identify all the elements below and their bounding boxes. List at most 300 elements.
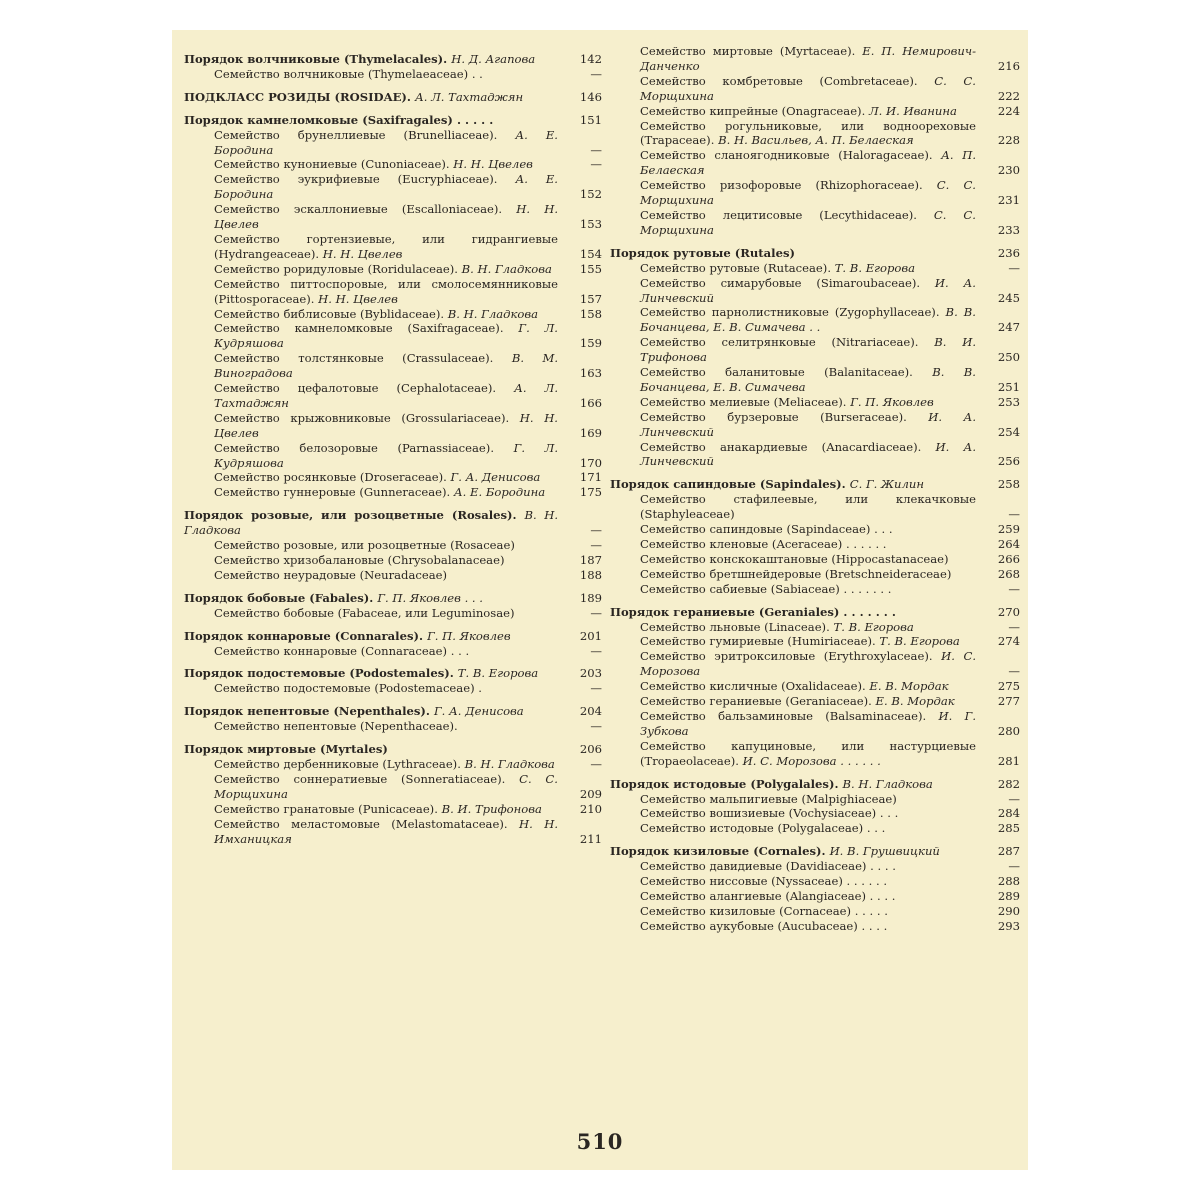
entry-page-number: 293: [997, 918, 1020, 933]
family-entry: [610, 44, 1020, 74]
contents-column-left: [184, 44, 602, 846]
entry-name: Семейство гортензиевые, или гидрангиевые (Hydrangeaceae).: [214, 231, 558, 261]
entry-author: С. С. Морщихина: [640, 73, 976, 103]
entry-name: Семейство белозоровые (Parnassiaceae).: [214, 440, 495, 455]
family-entry: [184, 232, 602, 262]
entry-title: [184, 681, 558, 696]
entry-name: Семейство кунониевые (Cunoniaceae).: [214, 157, 450, 172]
entry-page-number: 288: [997, 874, 1020, 889]
entry-page-number: 256: [997, 454, 1020, 469]
entry-title: [184, 742, 558, 757]
entry-author: С. Г. Жилин: [849, 477, 925, 492]
entry-title: [184, 277, 558, 307]
family-entry: [184, 202, 602, 232]
entry-name: Семейство алангиевые (Alangiaceae) . . . .: [640, 888, 896, 903]
entry-title: [610, 806, 976, 821]
family-entry: [184, 802, 602, 817]
family-entry: [610, 208, 1020, 238]
entry-author: В. В. Бочанцева, Е. В. Симачева: [640, 365, 976, 394]
family-entry: [610, 694, 1020, 709]
family-entry: [610, 821, 1020, 836]
entry-title: [184, 666, 558, 681]
entry-page-number: 250: [997, 350, 1020, 365]
entry-name: Семейство баланитовые (Balanitaceae).: [640, 365, 913, 380]
entry-name: Семейство истодовые (Polygalaceae) . . .: [640, 821, 886, 836]
entry-author: И. Г. Зубкова: [640, 708, 977, 738]
order-entry: [610, 844, 1020, 859]
entry-page-number: 151: [579, 112, 602, 127]
entry-name: Семейство крыжовниковые (Grossulariaceae).: [214, 410, 510, 425]
family-entry: [610, 649, 1020, 679]
entry-title: [184, 90, 558, 105]
entry-page-number: 187: [579, 553, 602, 567]
entry-page-number: 282: [997, 776, 1020, 791]
entry-page-number: 230: [997, 163, 1020, 178]
entry-title: [610, 365, 976, 395]
family-entry: [610, 74, 1020, 104]
entry-page-number: 284: [997, 806, 1020, 821]
entry-title: [184, 553, 558, 568]
entry-author: Е. В. Мордак: [869, 679, 949, 694]
family-entry: [184, 321, 602, 351]
entry-name: Порядок волчниковые (Thymelacales).: [184, 52, 448, 66]
entry-title: [184, 704, 558, 719]
entry-title: [184, 568, 558, 583]
entry-name: Семейство роридуловые (Roridulaceae).: [214, 261, 458, 276]
family-entry: [610, 395, 1020, 410]
order-entry: [610, 605, 1020, 620]
entry-title: [184, 52, 558, 67]
entry-name: Семейство библисовые (Byblidaceae).: [214, 306, 445, 321]
family-entry: [610, 522, 1020, 537]
family-entry: [184, 351, 602, 381]
family-entry: [610, 874, 1020, 889]
family-entry: [184, 172, 602, 202]
entry-page-number: 166: [579, 395, 602, 410]
entry-page-number: 228: [997, 133, 1020, 148]
entry-title: [610, 874, 976, 889]
entry-page-number: —: [590, 681, 602, 696]
entry-title: [184, 351, 558, 381]
entry-author: А. Е. Бородина: [214, 172, 558, 202]
entry-name: Семейство симарубовые (Simaroubaceae).: [640, 275, 921, 290]
entry-title: [184, 606, 558, 621]
entry-title: [184, 757, 558, 772]
entry-page-number: 290: [997, 903, 1020, 918]
family-entry: [184, 644, 602, 659]
family-entry: [184, 157, 602, 172]
entry-author: В. Н. Гладкова: [464, 756, 555, 771]
family-entry: [610, 365, 1020, 395]
entry-name: Семейство ниссовые (Nyssaceae) . . . . . .: [640, 874, 888, 889]
order-entry: [184, 591, 602, 606]
entry-author: И. С. Морозова: [640, 649, 977, 679]
entry-page-number: —: [1008, 664, 1020, 679]
entry-page-number: 285: [997, 821, 1020, 836]
entry-title: [610, 178, 976, 208]
entry-page-number: 277: [997, 694, 1020, 709]
entry-name: Порядок коннаровые (Connarales).: [184, 628, 424, 643]
entry-title: [184, 719, 558, 734]
family-entry: [184, 681, 602, 696]
entry-author: А. Е. Бородина: [453, 485, 546, 500]
entry-title: [184, 772, 558, 802]
entry-name: Семейство кипрейные (Onagraceae).: [640, 103, 866, 118]
entry-author: Л. И. Иванина: [868, 103, 957, 118]
family-entry: [184, 606, 602, 621]
order-entry: [184, 704, 602, 719]
entry-page-number: 245: [997, 290, 1020, 305]
entry-name: Порядок сапиндовые (Sapindales).: [610, 477, 846, 492]
entry-page-number: 171: [579, 470, 602, 485]
entry-page-number: 152: [579, 187, 602, 202]
entry-title: [184, 67, 558, 82]
entry-name: Порядок миртовые (Myrtales): [184, 742, 388, 757]
entry-page-number: 209: [579, 786, 602, 801]
entry-page-number: 203: [579, 666, 602, 681]
entry-title: [610, 649, 976, 679]
entry-name: Семейство мальпигиевые (Malpighiaceae): [640, 791, 897, 806]
entry-name: Семейство комбретовые (Combretaceae).: [640, 73, 918, 88]
entry-name: Семейство росянковые (Droseraceae).: [214, 470, 447, 485]
entry-title: [610, 605, 976, 620]
entry-author: С. С. Морщихина: [214, 771, 558, 801]
entry-page-number: 154: [579, 246, 602, 261]
entry-name: Семейство лецитисовые (Lecythidaceae).: [640, 207, 917, 222]
entry-name: Семейство кизиловые (Cornaceae) . . . . .: [640, 903, 888, 918]
family-entry: [610, 104, 1020, 119]
entry-author: И. А. Линчевский: [640, 409, 977, 439]
family-entry: [610, 739, 1020, 769]
entry-page-number: 175: [579, 485, 602, 500]
family-entry: [610, 582, 1020, 597]
family-entry: [610, 178, 1020, 208]
entry-name: Порядок рутовые (Rutales): [610, 245, 795, 260]
family-entry: [610, 276, 1020, 306]
entry-title: [610, 208, 976, 238]
entry-author: И. А. Линчевский: [640, 439, 977, 469]
entry-name: Семейство бретшнейдеровые (Bretschneideraceae): [640, 566, 952, 581]
entry-author: В. Н. Гладкова: [842, 776, 933, 791]
contents-column-right: [610, 44, 1020, 934]
entry-name: Семейство капуциновые, или настурциевые (Tropaeolaceae).: [640, 738, 976, 768]
entry-title: [184, 644, 558, 659]
entry-author: А. Е. Бородина: [214, 127, 558, 157]
entry-title: [610, 537, 976, 552]
entry-name: Семейство розовые, или розоцветные (Rosaceae): [214, 538, 515, 553]
family-entry: [184, 538, 602, 553]
family-entry: [610, 492, 1020, 522]
entry-page-number: 287: [997, 844, 1020, 859]
entry-author: Е. В. Мордак: [875, 694, 955, 709]
entry-name: Семейство льновые (Linaceae).: [640, 619, 830, 634]
entry-author: Г. Л. Кудряшова: [214, 321, 558, 351]
entry-author: Е. П. Немирович-Данченко: [640, 44, 976, 73]
entry-author: А. Л. Тахтаджян: [414, 89, 524, 104]
entry-author: С. С. Морщихина: [640, 178, 976, 208]
entry-page-number: —: [590, 538, 602, 553]
entry-name: Семейство вошизиевые (Vochysiaceae) . . .: [640, 806, 899, 821]
family-entry: [184, 411, 602, 441]
entry-page-number: 231: [997, 193, 1020, 208]
entry-author: В. Н. Гладкова: [184, 508, 559, 538]
entry-title: [610, 148, 976, 178]
entry-title: [610, 305, 976, 335]
family-entry: [610, 410, 1020, 440]
entry-title: [184, 113, 558, 128]
entry-name: Семейство толстянковые (Crassulaceae).: [214, 351, 494, 366]
family-entry: [184, 128, 602, 158]
entry-title: [610, 777, 976, 792]
family-entry: [610, 148, 1020, 178]
order-entry: [184, 90, 602, 105]
order-entry: [184, 508, 602, 538]
entry-author: В. Н. Гладкова: [461, 261, 552, 276]
page-number: 510: [576, 1129, 624, 1154]
entry-name: Порядок бобовые (Fabales).: [184, 590, 374, 605]
entry-author: Н. Н. Цвелев: [214, 410, 558, 440]
family-entry: [610, 261, 1020, 276]
entry-page-number: 274: [997, 634, 1020, 649]
family-entry: [610, 859, 1020, 874]
family-entry: [610, 567, 1020, 582]
entry-page-number: 268: [997, 566, 1020, 581]
book-page: [172, 30, 1028, 1170]
entry-name: Семейство ризофоровые (Rhizophoraceae).: [640, 178, 923, 193]
entry-page-number: —: [1008, 581, 1020, 596]
entry-title: [184, 157, 558, 172]
order-entry: [184, 52, 602, 67]
entry-author: В. Н. Васильев, А. П. Белаеская: [718, 133, 914, 148]
family-entry: [610, 335, 1020, 365]
entry-page-number: —: [590, 719, 602, 734]
entry-title: [610, 694, 976, 709]
entry-name: Порядок камнеломковые (Saxifragales) . . . . .: [184, 112, 494, 127]
entry-title: [610, 904, 976, 919]
entry-name: Семейство эукрифиевые (Eucryphiaceae).: [214, 172, 498, 187]
entry-title: [610, 335, 976, 365]
order-entry: [184, 629, 602, 644]
entry-page-number: 236: [997, 245, 1020, 260]
entry-page-number: 170: [579, 455, 602, 470]
entry-author: В. В. Бочанцева, Е. В. Симачева . .: [640, 305, 976, 335]
family-entry: [184, 568, 602, 583]
entry-page-number: 275: [997, 679, 1020, 694]
entry-page-number: 280: [997, 723, 1020, 738]
family-entry: [610, 620, 1020, 635]
entry-name: Порядок кизиловые (Cornales).: [610, 844, 826, 859]
entry-page-number: 206: [579, 742, 602, 757]
entry-author: И. В. Грушвицкий: [829, 844, 940, 859]
entry-name: Семейство гуннеровые (Gunneraceae).: [214, 485, 451, 500]
entry-name: Семейство давидиевые (Davidiaceae) . . . .: [640, 859, 896, 874]
entry-name: Семейство неурадовые (Neuradaceae): [214, 567, 448, 582]
entry-title: [610, 477, 976, 492]
entry-name: ПОДКЛАСС РОЗИДЫ (ROSIDAE).: [184, 89, 411, 104]
entry-title: [184, 321, 558, 351]
entry-author: Т. В. Егорова: [457, 666, 539, 681]
entry-title: [610, 859, 976, 874]
entry-author: И. С. Морозова . . . . . .: [742, 753, 881, 768]
entry-name: Семейство бальзаминовые (Balsaminaceae).: [640, 708, 927, 723]
entry-author: Г. П. Яковлев . . .: [377, 590, 483, 605]
entry-page-number: 266: [997, 551, 1020, 566]
entry-page-number: 159: [579, 336, 602, 351]
entry-author: Н. Д. Агапова: [451, 52, 536, 66]
entry-author: Н. Н. Имханицкая: [214, 816, 559, 846]
entry-page-number: 259: [997, 522, 1020, 537]
entry-name: Семейство конскокаштановые (Hippocastanaceae): [640, 551, 949, 566]
family-entry: [184, 470, 602, 485]
entry-name: Семейство рогульниковые, или водноореховые (Trapaceae).: [640, 118, 976, 148]
entry-author: С. С. Морщихина: [640, 207, 976, 237]
entry-title: [610, 522, 976, 537]
entry-title: [610, 634, 976, 649]
entry-title: [610, 440, 976, 470]
entry-title: [184, 202, 558, 232]
entry-title: [610, 44, 976, 74]
entry-name: Семейство гранатовые (Punicaceae).: [214, 801, 438, 816]
entry-author: Г. А. Денисова: [450, 470, 541, 485]
family-entry: [184, 441, 602, 471]
entry-title: [610, 709, 976, 739]
family-entry: [610, 440, 1020, 470]
order-entry: [184, 113, 602, 128]
entry-title: [184, 802, 558, 817]
entry-title: [184, 470, 558, 485]
entry-page-number: 169: [579, 425, 602, 440]
entry-name: Порядок непентовые (Nepenthales).: [184, 704, 430, 719]
entry-name: Семейство гераниевые (Geraniaceae).: [640, 694, 872, 709]
entry-title: [184, 508, 558, 538]
entry-title: [610, 739, 976, 769]
family-entry: [184, 307, 602, 322]
entry-title: [184, 172, 558, 202]
entry-page-number: —: [590, 523, 602, 538]
entry-title: [184, 485, 558, 500]
entry-title: [610, 889, 976, 904]
entry-page-number: 247: [997, 320, 1020, 335]
entry-page-number: —: [590, 605, 602, 620]
order-entry: [610, 246, 1020, 261]
family-entry: [610, 709, 1020, 739]
entry-title: [610, 276, 976, 306]
entry-author: Н. Н. Цвелев: [322, 246, 403, 261]
entry-title: [184, 441, 558, 471]
entry-title: [610, 74, 976, 104]
entry-page-number: —: [590, 142, 602, 157]
entry-title: [610, 246, 976, 261]
entry-title: [184, 411, 558, 441]
family-entry: [184, 277, 602, 307]
entry-name: Семейство гумириевые (Humiriaceae).: [640, 634, 876, 649]
entry-name: Семейство камнеломковые (Saxifragaceae).: [214, 321, 504, 336]
entry-title: [610, 679, 976, 694]
family-entry: [184, 772, 602, 802]
entry-name: Семейство подостемовые (Podostemaceae) .: [214, 681, 482, 696]
entry-title: [184, 629, 558, 644]
entry-page-number: 216: [997, 58, 1020, 73]
entry-page-number: 189: [579, 590, 602, 605]
entry-title: [610, 620, 976, 635]
entry-name: Семейство мелиевые (Meliaceae).: [640, 394, 847, 409]
entry-page-number: 158: [579, 306, 602, 321]
entry-name: Семейство эритроксиловые (Erythroxylaceae).: [640, 649, 933, 664]
family-entry: [610, 806, 1020, 821]
entry-title: [610, 567, 976, 582]
entry-author: Г. П. Яковлев: [850, 394, 934, 409]
family-entry: [184, 381, 602, 411]
family-entry: [610, 537, 1020, 552]
order-entry: [184, 742, 602, 757]
entry-page-number: 163: [579, 366, 602, 381]
entry-author: Т. В. Егорова: [879, 634, 960, 649]
entry-name: Семейство волчниковые (Thymelaeaceae) . .: [214, 66, 483, 81]
entry-page-number: 201: [579, 628, 602, 643]
entry-author: В. М. Виноградова: [214, 351, 559, 381]
entry-name: Семейство хризобалановые (Chrysobalanaceae): [214, 553, 505, 567]
entry-name: Семейство бурзеровые (Burseraceae).: [640, 409, 907, 424]
entry-name: Семейство бобовые (Fabaceae, или Leguminosae): [214, 605, 515, 620]
entry-title: [610, 119, 976, 149]
entry-title: [610, 821, 976, 836]
entry-page-number: 222: [997, 88, 1020, 103]
entry-name: Семейство непентовые (Nepenthaceae).: [214, 719, 458, 734]
entry-title: [610, 919, 976, 934]
family-entry: [610, 305, 1020, 335]
entry-author: А. Л. Тахтаджян: [214, 381, 559, 410]
entry-author: Г. П. Яковлев: [427, 628, 511, 643]
entry-title: [184, 591, 558, 606]
entry-author: И. А. Линчевский: [640, 275, 976, 305]
family-entry: [610, 919, 1020, 934]
entry-page-number: 251: [997, 379, 1020, 394]
entry-page-number: 233: [997, 222, 1020, 237]
family-entry: [184, 485, 602, 500]
entry-name: Семейство аукубовые (Aucubaceae) . . . .: [640, 918, 888, 933]
entry-name: Порядок истодовые (Polygalales).: [610, 776, 839, 791]
entry-page-number: 142: [579, 52, 602, 66]
entry-title: [610, 104, 976, 119]
entry-name: Семейство кленовые (Aceraceae) . . . . . .: [640, 537, 887, 551]
entry-page-number: —: [1008, 507, 1020, 522]
family-entry: [184, 262, 602, 277]
entry-author: В. И. Трифонова: [441, 801, 542, 816]
entry-page-number: 281: [997, 753, 1020, 768]
family-entry: [610, 792, 1020, 807]
entry-name: Семейство анакардиевые (Anacardiaceae).: [640, 439, 922, 454]
entry-page-number: 146: [579, 89, 602, 104]
entry-name: Семейство меластомовые (Melastomataceae).: [214, 816, 508, 831]
family-entry: [610, 552, 1020, 567]
order-entry: [610, 477, 1020, 492]
entry-name: Порядок гераниевые (Geraniales) . . . . . . .: [610, 604, 896, 619]
entry-name: Семейство парнолистниковые (Zygophyllaceae).: [640, 305, 940, 320]
entry-page-number: 258: [997, 477, 1020, 492]
entry-title: [184, 381, 558, 411]
entry-name: Семейство коннаровые (Connaraceae) . . .: [214, 643, 470, 658]
family-entry: [184, 817, 602, 847]
entry-name: Семейство сабиевые (Sabiaceae) . . . . . . .: [640, 581, 892, 596]
order-entry: [184, 666, 602, 681]
entry-author: А. П. Белаеская: [640, 148, 977, 178]
entry-author: В. Н. Гладкова: [447, 306, 539, 321]
entry-title: [610, 844, 976, 859]
family-entry: [610, 634, 1020, 649]
entry-page-number: 224: [997, 103, 1020, 118]
entry-author: Н. Н. Цвелев: [453, 157, 533, 172]
entry-author: Н. Н. Цвелев: [214, 202, 558, 232]
